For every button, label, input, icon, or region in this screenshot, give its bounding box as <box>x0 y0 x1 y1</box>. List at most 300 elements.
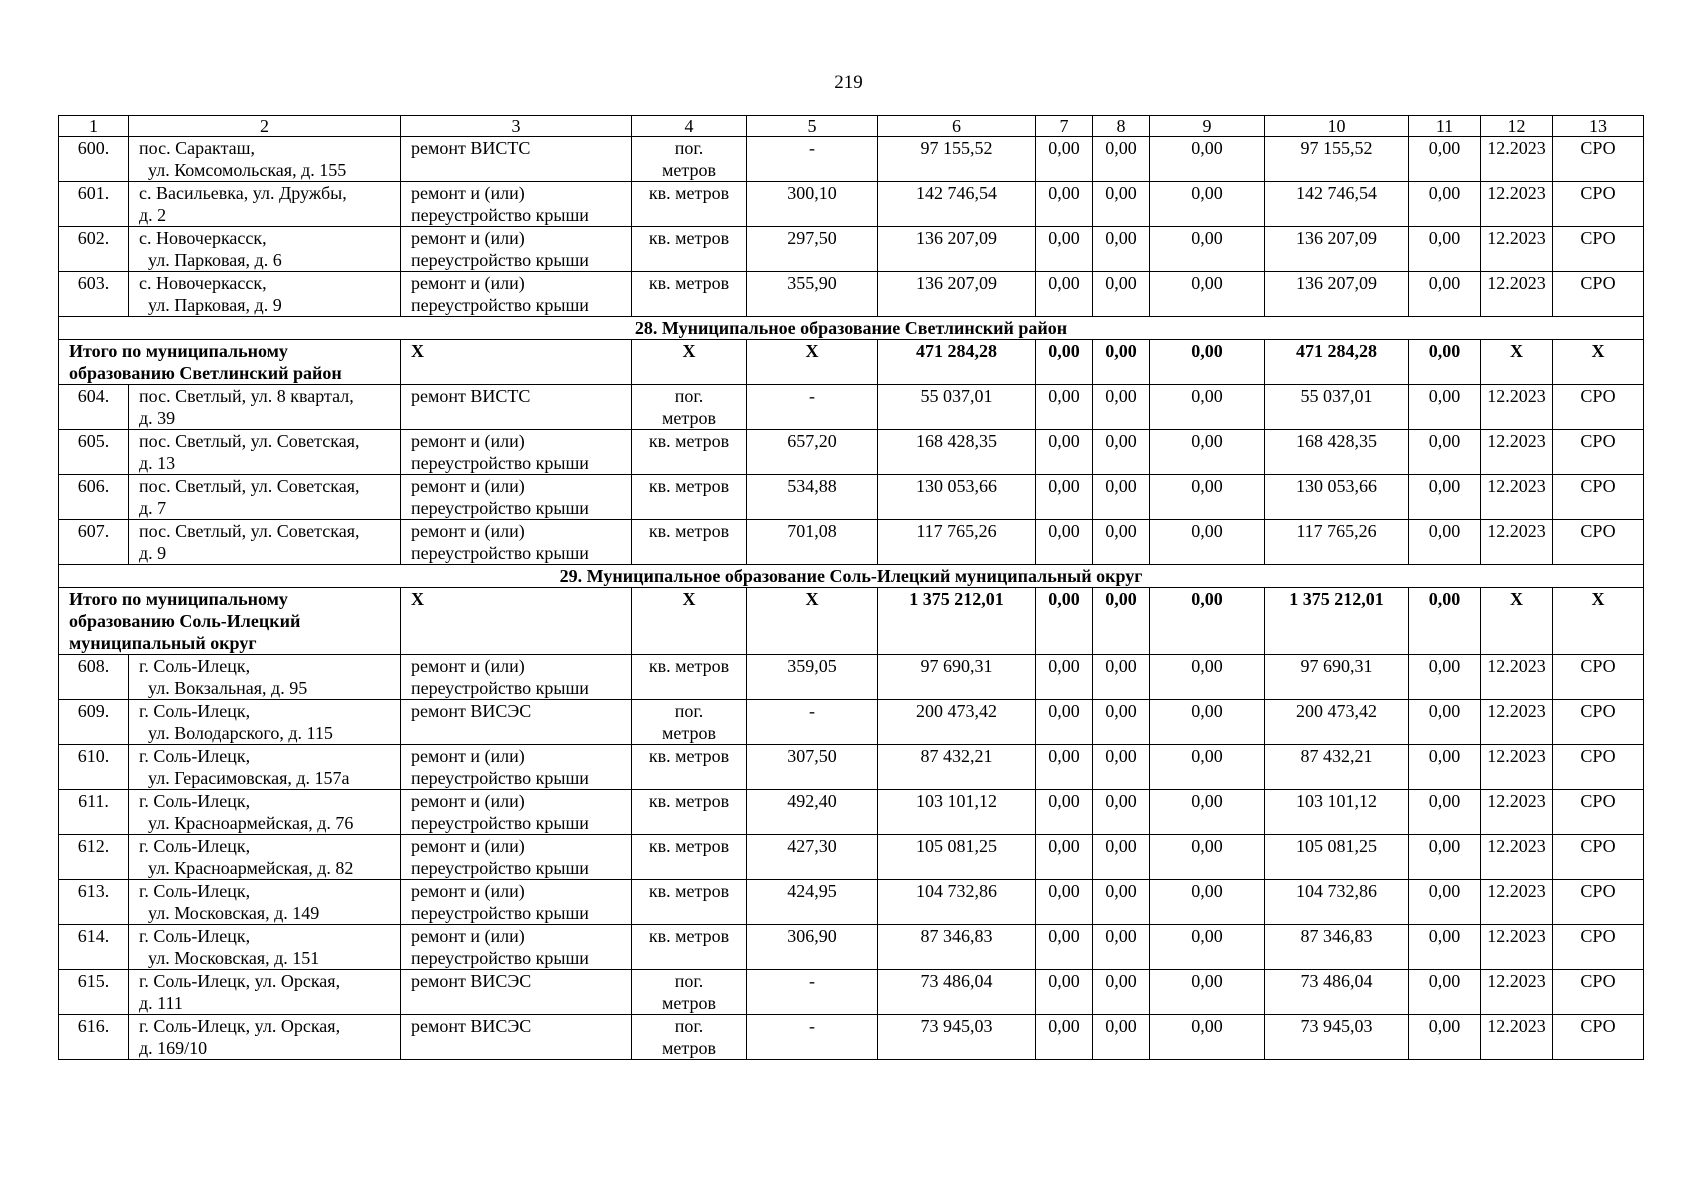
table-row <box>59 385 1644 430</box>
total-cost: 200 473,42 <box>878 700 1036 745</box>
address-line-2: д. 13 <box>139 453 176 473</box>
cost-col11: 0,00 <box>1409 835 1481 880</box>
section-heading-row <box>59 565 1644 588</box>
cost-col8: 0,00 <box>1093 588 1150 655</box>
work-type-cell <box>401 925 632 970</box>
unit-line-1: пог. <box>674 701 704 721</box>
cost-col11: 0,00 <box>1409 655 1481 700</box>
cost-col7: 0,00 <box>1036 925 1093 970</box>
row-number: 603. <box>59 272 129 317</box>
method: СРО <box>1553 227 1644 272</box>
total-cost: 117 765,26 <box>878 520 1036 565</box>
address-line-1: г. Соль-Илецк, ул. Орская, <box>139 971 341 991</box>
table-row <box>59 925 1644 970</box>
cost-col10: 105 081,25 <box>1265 835 1409 880</box>
x-mark: Х <box>747 588 878 655</box>
address-line-1: г. Соль-Илецк, <box>139 746 251 766</box>
unit-line-1: кв. метров <box>648 836 730 856</box>
total-cost: 471 284,28 <box>878 340 1036 385</box>
quantity: - <box>747 385 878 430</box>
completion-date: 12.2023 <box>1481 430 1553 475</box>
work-type-line-2: переустройство крыши <box>411 453 589 473</box>
cost-col8: 0,00 <box>1093 137 1150 182</box>
work-type-line-2: переустройство крыши <box>411 498 589 518</box>
cost-col7: 0,00 <box>1036 227 1093 272</box>
address-line-1: пос. Светлый, ул. 8 квартал, <box>139 386 354 406</box>
address-line-1: с. Васильевка, ул. Дружбы, <box>139 183 347 203</box>
unit-line-1: пог. <box>674 971 704 991</box>
cost-col9: 0,00 <box>1150 137 1265 182</box>
subtotal-row <box>59 588 1644 655</box>
cost-col11: 0,00 <box>1409 385 1481 430</box>
address-cell <box>129 1015 401 1060</box>
column-header: 12 <box>1481 116 1553 137</box>
address-line-1: пос. Саракташ, <box>139 138 255 158</box>
table-row <box>59 227 1644 272</box>
cost-col9: 0,00 <box>1150 588 1265 655</box>
cost-col8: 0,00 <box>1093 790 1150 835</box>
total-cost: 142 746,54 <box>878 182 1036 227</box>
quantity: 307,50 <box>747 745 878 790</box>
row-number: 611. <box>59 790 129 835</box>
unit-cell <box>632 520 747 565</box>
cost-col9: 0,00 <box>1150 970 1265 1015</box>
cost-col8: 0,00 <box>1093 1015 1150 1060</box>
x-mark: Х <box>1481 340 1553 385</box>
cost-col10: 73 486,04 <box>1265 970 1409 1015</box>
row-number: 604. <box>59 385 129 430</box>
row-number: 610. <box>59 745 129 790</box>
cost-col10: 104 732,86 <box>1265 880 1409 925</box>
unit-line-1: пог. <box>674 138 704 158</box>
address-cell <box>129 925 401 970</box>
total-cost: 136 207,09 <box>878 272 1036 317</box>
cost-col10: 73 945,03 <box>1265 1015 1409 1060</box>
unit-line-1: пог. <box>674 386 704 406</box>
cost-col10: 55 037,01 <box>1265 385 1409 430</box>
total-cost: 104 732,86 <box>878 880 1036 925</box>
work-type-line-1: ремонт ВИСЭС <box>411 1016 532 1036</box>
cost-col8: 0,00 <box>1093 970 1150 1015</box>
address-line-1: г. Соль-Илецк, <box>139 836 251 856</box>
table-row <box>59 137 1644 182</box>
unit-line-1: кв. метров <box>648 228 730 248</box>
cost-col7: 0,00 <box>1036 880 1093 925</box>
cost-col7: 0,00 <box>1036 655 1093 700</box>
column-header: 4 <box>632 116 747 137</box>
cost-col9: 0,00 <box>1150 655 1265 700</box>
address-cell <box>129 272 401 317</box>
method: СРО <box>1553 970 1644 1015</box>
address-line-1: г. Соль-Илецк, <box>139 701 251 721</box>
method: СРО <box>1553 475 1644 520</box>
method: СРО <box>1553 790 1644 835</box>
cost-col7: 0,00 <box>1036 588 1093 655</box>
address-line-2: д. 111 <box>139 993 183 1013</box>
work-type-line-2: переустройство крыши <box>411 858 589 878</box>
repair-program-table <box>58 115 1644 1060</box>
work-type-line-1: ремонт и (или) <box>411 228 525 248</box>
address-line-1: г. Соль-Илецк, ул. Орская, <box>139 1016 341 1036</box>
unit-line-2: метров <box>662 993 716 1013</box>
work-type-line-2: переустройство крыши <box>411 768 589 788</box>
section-title: 28. Муниципальное образование Светлинский район <box>59 317 1644 340</box>
table-row <box>59 1015 1644 1060</box>
work-type-line-1: ремонт и (или) <box>411 881 525 901</box>
unit-cell <box>632 790 747 835</box>
work-type-cell <box>401 272 632 317</box>
unit-cell <box>632 970 747 1015</box>
table-row <box>59 520 1644 565</box>
unit-line-1: кв. метров <box>648 881 730 901</box>
completion-date: 12.2023 <box>1481 925 1553 970</box>
completion-date: 12.2023 <box>1481 520 1553 565</box>
address-line-2: ул. Парковая, д. 6 <box>148 250 282 270</box>
quantity: 492,40 <box>747 790 878 835</box>
unit-cell <box>632 475 747 520</box>
address-cell <box>129 700 401 745</box>
work-type-line-1: ремонт и (или) <box>411 746 525 766</box>
column-header: 5 <box>747 116 878 137</box>
cost-col8: 0,00 <box>1093 655 1150 700</box>
completion-date: 12.2023 <box>1481 475 1553 520</box>
cost-col7: 0,00 <box>1036 745 1093 790</box>
cost-col11: 0,00 <box>1409 588 1481 655</box>
cost-col10: 97 690,31 <box>1265 655 1409 700</box>
address-line-2: ул. Герасимовская, д. 157а <box>148 768 350 788</box>
quantity: 359,05 <box>747 655 878 700</box>
cost-col8: 0,00 <box>1093 520 1150 565</box>
cost-col11: 0,00 <box>1409 880 1481 925</box>
address-line-2: ул. Красноармейская, д. 76 <box>148 813 354 833</box>
completion-date: 12.2023 <box>1481 790 1553 835</box>
unit-line-1: кв. метров <box>648 183 730 203</box>
cost-col8: 0,00 <box>1093 475 1150 520</box>
work-type-cell <box>401 745 632 790</box>
cost-col10: 471 284,28 <box>1265 340 1409 385</box>
cost-col9: 0,00 <box>1150 745 1265 790</box>
work-type-line-2: переустройство крыши <box>411 948 589 968</box>
address-cell <box>129 137 401 182</box>
cost-col7: 0,00 <box>1036 340 1093 385</box>
table-row <box>59 655 1644 700</box>
column-header: 10 <box>1265 116 1409 137</box>
row-number: 616. <box>59 1015 129 1060</box>
quantity: 657,20 <box>747 430 878 475</box>
address-cell <box>129 520 401 565</box>
quantity: - <box>747 700 878 745</box>
work-type-cell <box>401 970 632 1015</box>
unit-line-1: кв. метров <box>648 926 730 946</box>
work-type-cell <box>401 835 632 880</box>
quantity: 355,90 <box>747 272 878 317</box>
work-type-cell <box>401 790 632 835</box>
work-type-line-2: переустройство крыши <box>411 543 589 563</box>
work-type-line-2: переустройство крыши <box>411 678 589 698</box>
work-type-line-1: ремонт и (или) <box>411 791 525 811</box>
column-header: 9 <box>1150 116 1265 137</box>
cost-col7: 0,00 <box>1036 790 1093 835</box>
row-number: 600. <box>59 137 129 182</box>
column-header: 1 <box>59 116 129 137</box>
cost-col11: 0,00 <box>1409 227 1481 272</box>
address-cell <box>129 790 401 835</box>
work-type-line-2: переустройство крыши <box>411 205 589 225</box>
total-cost: 103 101,12 <box>878 790 1036 835</box>
section-heading-row <box>59 317 1644 340</box>
cost-col11: 0,00 <box>1409 745 1481 790</box>
cost-col9: 0,00 <box>1150 1015 1265 1060</box>
completion-date: 12.2023 <box>1481 745 1553 790</box>
x-mark: Х <box>632 588 747 655</box>
method: СРО <box>1553 430 1644 475</box>
address-line-2: д. 2 <box>139 205 167 225</box>
cost-col9: 0,00 <box>1150 880 1265 925</box>
address-line-1: г. Соль-Илецк, <box>139 881 251 901</box>
total-cost: 97 155,52 <box>878 137 1036 182</box>
cost-col8: 0,00 <box>1093 700 1150 745</box>
cost-col7: 0,00 <box>1036 182 1093 227</box>
work-type-cell <box>401 475 632 520</box>
cost-col8: 0,00 <box>1093 272 1150 317</box>
address-line-2: ул. Володарского, д. 115 <box>148 723 333 743</box>
unit-cell <box>632 227 747 272</box>
row-number: 612. <box>59 835 129 880</box>
column-header: 11 <box>1409 116 1481 137</box>
address-line-1: с. Новочеркасск, <box>139 273 267 293</box>
work-type-line-1: ремонт и (или) <box>411 656 525 676</box>
address-line-2: ул. Московская, д. 151 <box>148 948 320 968</box>
row-number: 609. <box>59 700 129 745</box>
cost-col11: 0,00 <box>1409 925 1481 970</box>
quantity: 300,10 <box>747 182 878 227</box>
row-number: 615. <box>59 970 129 1015</box>
address-cell <box>129 385 401 430</box>
method: СРО <box>1553 385 1644 430</box>
row-number: 605. <box>59 430 129 475</box>
address-cell <box>129 745 401 790</box>
work-type-cell <box>401 137 632 182</box>
column-header: 7 <box>1036 116 1093 137</box>
cost-col11: 0,00 <box>1409 137 1481 182</box>
method: СРО <box>1553 835 1644 880</box>
work-type-cell <box>401 520 632 565</box>
quantity: 534,88 <box>747 475 878 520</box>
address-line-1: пос. Светлый, ул. Советская, <box>139 521 360 541</box>
method: СРО <box>1553 137 1644 182</box>
completion-date: 12.2023 <box>1481 1015 1553 1060</box>
address-line-2: ул. Красноармейская, д. 82 <box>148 858 354 878</box>
total-cost: 1 375 212,01 <box>878 588 1036 655</box>
address-cell <box>129 182 401 227</box>
cost-col8: 0,00 <box>1093 182 1150 227</box>
method: СРО <box>1553 655 1644 700</box>
completion-date: 12.2023 <box>1481 970 1553 1015</box>
address-line-1: пос. Светлый, ул. Советская, <box>139 431 360 451</box>
row-number: 602. <box>59 227 129 272</box>
subtotal-label: Итого по муниципальному образованию Светлинский район <box>59 340 401 385</box>
unit-cell <box>632 272 747 317</box>
total-cost: 168 428,35 <box>878 430 1036 475</box>
cost-col8: 0,00 <box>1093 385 1150 430</box>
quantity: 427,30 <box>747 835 878 880</box>
cost-col7: 0,00 <box>1036 272 1093 317</box>
work-type-line-1: ремонт и (или) <box>411 431 525 451</box>
x-mark: Х <box>401 340 632 385</box>
completion-date: 12.2023 <box>1481 182 1553 227</box>
table-row <box>59 700 1644 745</box>
address-line-2: д. 39 <box>139 408 176 428</box>
cost-col11: 0,00 <box>1409 970 1481 1015</box>
subtotal-label: Итого по муниципальному образованию Соль-Илецкий муниципальный округ <box>59 588 401 655</box>
address-cell <box>129 835 401 880</box>
x-mark: Х <box>747 340 878 385</box>
work-type-line-2: переустройство крыши <box>411 295 589 315</box>
cost-col9: 0,00 <box>1150 835 1265 880</box>
address-cell <box>129 970 401 1015</box>
work-type-line-1: ремонт и (или) <box>411 836 525 856</box>
address-cell <box>129 227 401 272</box>
cost-col7: 0,00 <box>1036 137 1093 182</box>
cost-col10: 142 746,54 <box>1265 182 1409 227</box>
row-number: 606. <box>59 475 129 520</box>
work-type-line-1: ремонт и (или) <box>411 521 525 541</box>
cost-col11: 0,00 <box>1409 340 1481 385</box>
column-header: 2 <box>129 116 401 137</box>
table-row <box>59 970 1644 1015</box>
cost-col7: 0,00 <box>1036 700 1093 745</box>
unit-line-1: кв. метров <box>648 521 730 541</box>
cost-col11: 0,00 <box>1409 475 1481 520</box>
column-header: 13 <box>1553 116 1644 137</box>
address-cell <box>129 655 401 700</box>
address-line-2: ул. Московская, д. 149 <box>148 903 320 923</box>
cost-col9: 0,00 <box>1150 790 1265 835</box>
work-type-line-1: ремонт ВИСТС <box>411 138 531 158</box>
row-number: 607. <box>59 520 129 565</box>
unit-cell <box>632 880 747 925</box>
table-row <box>59 745 1644 790</box>
work-type-line-1: ремонт ВИСЭС <box>411 701 532 721</box>
cost-col9: 0,00 <box>1150 227 1265 272</box>
cost-col10: 136 207,09 <box>1265 227 1409 272</box>
total-cost: 97 690,31 <box>878 655 1036 700</box>
cost-col9: 0,00 <box>1150 430 1265 475</box>
unit-line-1: пог. <box>674 1016 704 1036</box>
work-type-line-2: переустройство крыши <box>411 813 589 833</box>
unit-line-2: метров <box>662 723 716 743</box>
method: СРО <box>1553 520 1644 565</box>
work-type-cell <box>401 182 632 227</box>
completion-date: 12.2023 <box>1481 137 1553 182</box>
cost-col9: 0,00 <box>1150 475 1265 520</box>
cost-col8: 0,00 <box>1093 745 1150 790</box>
cost-col8: 0,00 <box>1093 925 1150 970</box>
subtotal-row <box>59 340 1644 385</box>
cost-col8: 0,00 <box>1093 835 1150 880</box>
completion-date: 12.2023 <box>1481 272 1553 317</box>
total-cost: 87 346,83 <box>878 925 1036 970</box>
unit-line-1: кв. метров <box>648 791 730 811</box>
cost-col10: 103 101,12 <box>1265 790 1409 835</box>
work-type-cell <box>401 655 632 700</box>
address-line-2: ул. Комсомольская, д. 155 <box>148 160 347 180</box>
cost-col7: 0,00 <box>1036 475 1093 520</box>
row-number: 614. <box>59 925 129 970</box>
address-cell <box>129 880 401 925</box>
method: СРО <box>1553 1015 1644 1060</box>
address-line-1: г. Соль-Илецк, <box>139 791 251 811</box>
cost-col10: 136 207,09 <box>1265 272 1409 317</box>
column-number-row <box>59 116 1644 137</box>
table-row <box>59 182 1644 227</box>
total-cost: 130 053,66 <box>878 475 1036 520</box>
cost-col10: 97 155,52 <box>1265 137 1409 182</box>
unit-line-1: кв. метров <box>648 431 730 451</box>
total-cost: 73 945,03 <box>878 1015 1036 1060</box>
total-cost: 136 207,09 <box>878 227 1036 272</box>
address-cell <box>129 475 401 520</box>
work-type-line-1: ремонт и (или) <box>411 476 525 496</box>
column-header: 6 <box>878 116 1036 137</box>
quantity: - <box>747 970 878 1015</box>
total-cost: 87 432,21 <box>878 745 1036 790</box>
unit-line-1: кв. метров <box>648 273 730 293</box>
completion-date: 12.2023 <box>1481 700 1553 745</box>
address-line-2: д. 169/10 <box>139 1038 208 1058</box>
work-type-line-1: ремонт ВИСТС <box>411 386 531 406</box>
x-mark: Х <box>1481 588 1553 655</box>
address-line-2: ул. Парковая, д. 9 <box>148 295 282 315</box>
completion-date: 12.2023 <box>1481 655 1553 700</box>
quantity: - <box>747 137 878 182</box>
cost-col11: 0,00 <box>1409 700 1481 745</box>
work-type-line-1: ремонт ВИСЭС <box>411 971 532 991</box>
method: СРО <box>1553 880 1644 925</box>
quantity: 297,50 <box>747 227 878 272</box>
completion-date: 12.2023 <box>1481 835 1553 880</box>
cost-col10: 117 765,26 <box>1265 520 1409 565</box>
completion-date: 12.2023 <box>1481 385 1553 430</box>
quantity: 306,90 <box>747 925 878 970</box>
method: СРО <box>1553 272 1644 317</box>
cost-col8: 0,00 <box>1093 430 1150 475</box>
row-number: 601. <box>59 182 129 227</box>
x-mark: Х <box>1553 588 1644 655</box>
cost-col8: 0,00 <box>1093 227 1150 272</box>
unit-line-2: метров <box>662 408 716 428</box>
cost-col7: 0,00 <box>1036 520 1093 565</box>
method: СРО <box>1553 745 1644 790</box>
work-type-cell <box>401 880 632 925</box>
table-row <box>59 790 1644 835</box>
address-line-1: пос. Светлый, ул. Советская, <box>139 476 360 496</box>
cost-col9: 0,00 <box>1150 925 1265 970</box>
unit-line-2: метров <box>662 160 716 180</box>
unit-line-2: метров <box>662 1038 716 1058</box>
cost-col11: 0,00 <box>1409 790 1481 835</box>
unit-cell <box>632 745 747 790</box>
work-type-line-1: ремонт и (или) <box>411 273 525 293</box>
unit-cell <box>632 385 747 430</box>
cost-col11: 0,00 <box>1409 520 1481 565</box>
cost-col8: 0,00 <box>1093 340 1150 385</box>
work-type-cell <box>401 430 632 475</box>
cost-col10: 130 053,66 <box>1265 475 1409 520</box>
cost-col10: 87 346,83 <box>1265 925 1409 970</box>
row-number: 613. <box>59 880 129 925</box>
table-row <box>59 835 1644 880</box>
